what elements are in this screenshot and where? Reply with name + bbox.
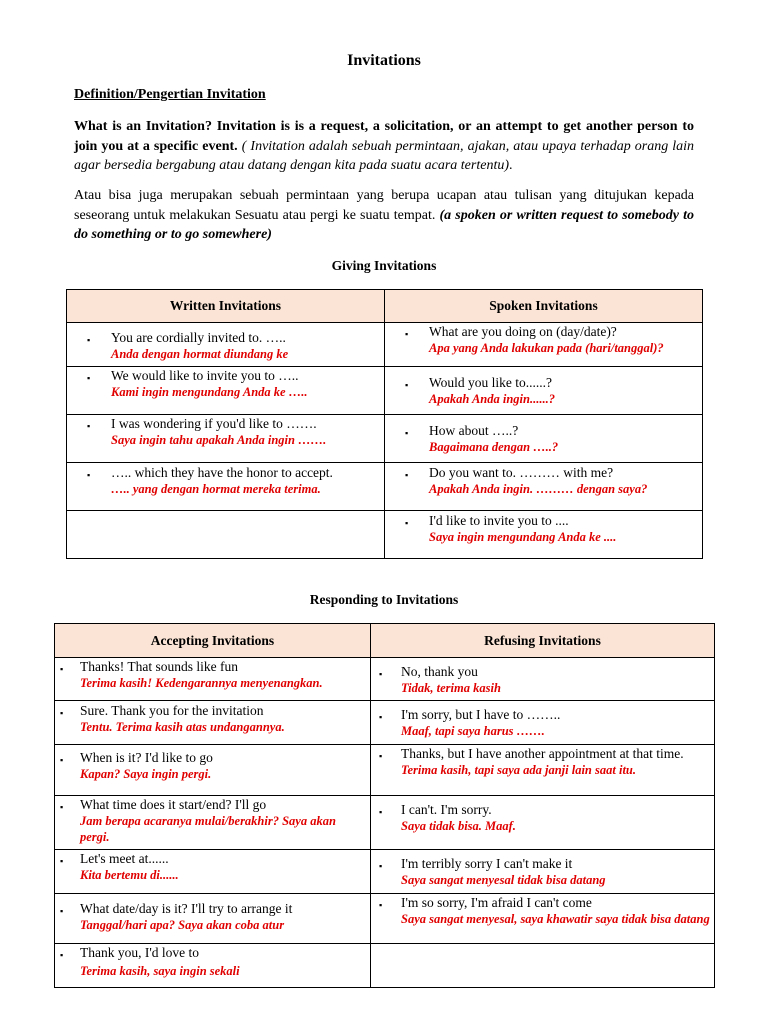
phrase-en: Would you like to......? — [429, 375, 553, 390]
phrase-en: I'm so sorry, I'm afraid I can't come — [401, 895, 592, 910]
table-cell — [67, 367, 385, 415]
phrase-translation: Terima kasih! Kedengarannya menyenangkan. — [80, 676, 323, 690]
phrase-translation: Maaf, tapi saya harus ……. — [401, 724, 545, 738]
phrase-translation: Saya ingin tahu apakah Anda ingin ……. — [111, 433, 327, 447]
paragraph-2-indonesian: Atau bisa juga merupakan sebuah permintaan yang berupa ucapan atau tulisan yang ditujukan kepada seseorang untuk melakukan Sesuatu atau pergi ke suatu tempat. — [74, 188, 694, 223]
bullet-icon: ▪ — [405, 380, 409, 390]
phrase-en: I'm terribly sorry I can't make it — [401, 856, 573, 871]
header-spoken-invitations: Spoken Invitations — [385, 290, 703, 323]
table-cell — [371, 701, 715, 745]
responding-section-title: Responding to Invitations — [309, 592, 459, 607]
phrase-en: What date/day is it? I'll try to arrange it — [80, 901, 293, 916]
bullet-icon: ▪ — [60, 755, 64, 765]
bullet-icon: ▪ — [405, 428, 409, 438]
definition-translation: ( Invitation adalah sebuah permintaan, ajakan, atau upaya terhadap orang lain agar bersedia bergabung atau datang dengan kita pada suatu acara tertentu) — [74, 138, 695, 173]
phrase-translation: Apakah Anda ingin. ……… dengan saya? — [429, 482, 648, 496]
phrase-translation: Terima kasih, saya ingin sekali — [80, 964, 240, 978]
phrase-translation: Apa yang Anda lakukan pada (hari/tanggal)? — [429, 341, 664, 355]
phrase-en: Sure. Thank you for the invitation — [80, 703, 264, 718]
phrase-en: Do you want to. ……… with me? — [429, 465, 614, 480]
table-cell-empty — [67, 511, 385, 559]
table-cell — [385, 511, 703, 559]
bullet-icon: ▪ — [87, 421, 91, 431]
bullet-icon: ▪ — [60, 856, 64, 866]
table-cell — [67, 415, 385, 463]
bullet-icon: ▪ — [379, 669, 383, 679]
phrase-en: Thanks! That sounds like fun — [80, 659, 238, 674]
bullet-icon: ▪ — [405, 470, 409, 480]
phrase-en: We would like to invite you to ….. — [111, 368, 299, 383]
table-cell — [67, 463, 385, 511]
bullet-icon: ▪ — [87, 373, 91, 383]
table-cell — [371, 894, 715, 944]
table-cell — [55, 658, 371, 701]
giving-invitations-table — [66, 289, 703, 559]
table-cell — [371, 658, 715, 701]
table-cell — [55, 701, 371, 745]
phrase-en: ….. which they have the honor to accept. — [111, 465, 333, 480]
phrase-en: You are cordially invited to. ….. — [111, 330, 286, 345]
phrase-en: Thanks, but I have another appointment at that time. — [401, 746, 684, 761]
phrase-translation: Jam berapa acaranya mulai/berakhir? Saya akan pergi. — [80, 814, 336, 844]
bullet-icon: ▪ — [60, 906, 64, 916]
phrase-en: I can't. I'm sorry. — [401, 802, 492, 817]
phrase-translation: Tanggal/hari apa? Saya akan coba atur — [80, 918, 285, 932]
phrase-en: Thank you, I'd love to — [80, 945, 200, 960]
table-cell-empty — [371, 944, 715, 988]
phrase-translation: Kapan? Saya ingin pergi. — [80, 767, 212, 781]
definition-period: . — [509, 158, 513, 173]
bullet-icon: ▪ — [87, 470, 91, 480]
phrase-en: Let's meet at...... — [80, 851, 169, 866]
paragraph-2-english: (a spoken or written request to somebody to do something or to go somewhere) — [74, 207, 694, 242]
definition-paragraph-2 — [74, 186, 694, 245]
table-cell — [55, 850, 371, 894]
header-written-invitations: Written Invitations — [67, 290, 385, 323]
table-cell — [385, 367, 703, 415]
bullet-icon: ▪ — [379, 900, 383, 910]
header-refusing-invitations: Refusing Invitations — [371, 624, 715, 658]
phrase-en: I'm sorry, but I have to …….. — [401, 707, 561, 722]
bullet-icon: ▪ — [405, 329, 409, 339]
phrase-translation: ….. yang dengan hormat mereka terima. — [111, 482, 321, 496]
phrase-en: How about …..? — [429, 423, 519, 438]
table-cell — [385, 415, 703, 463]
bullet-icon: ▪ — [87, 335, 91, 345]
phrase-translation: Bagaimana dengan …..? — [429, 440, 559, 454]
table-cell — [55, 745, 371, 796]
table-cell — [67, 323, 385, 367]
giving-section-title: Giving Invitations — [331, 258, 437, 273]
table-cell — [371, 850, 715, 894]
bullet-icon: ▪ — [379, 861, 383, 871]
phrase-translation: Saya sangat menyesal tidak bisa datang — [401, 873, 606, 887]
bullet-icon: ▪ — [60, 950, 64, 960]
phrase-translation: Tidak, terima kasih — [401, 681, 501, 695]
bullet-icon: ▪ — [60, 802, 64, 812]
responding-invitations-table — [54, 623, 715, 988]
phrase-translation: Kita bertemu di...... — [80, 868, 179, 882]
header-accepting-invitations: Accepting Invitations — [55, 624, 371, 658]
definition-heading: Definition/Pengertian Invitation — [74, 87, 266, 102]
phrase-translation: Terima kasih, tapi saya ada janji lain saat itu. — [401, 763, 636, 777]
phrase-en: I'd like to invite you to .... — [429, 513, 569, 528]
definition-question: What is an Invitation? Invitation is is a request, a solicitation, or an attempt to get another person to join you at a specific event. — [74, 119, 694, 154]
phrase-en: No, thank you — [401, 664, 478, 679]
phrase-translation: Saya tidak bisa. Maaf. — [401, 819, 516, 833]
page-title: Invitations — [347, 52, 421, 69]
table-cell — [385, 463, 703, 511]
table-cell — [385, 323, 703, 367]
phrase-translation: Anda dengan hormat diundang ke — [111, 347, 289, 361]
table-cell — [55, 796, 371, 850]
phrase-en: When is it? I'd like to go — [80, 750, 213, 765]
bullet-icon: ▪ — [379, 807, 383, 817]
phrase-translation: Tentu. Terima kasih atas undangannya. — [80, 720, 285, 734]
bullet-icon: ▪ — [60, 664, 64, 674]
phrase-en: What are you doing on (day/date)? — [429, 324, 617, 339]
bullet-icon: ▪ — [379, 751, 383, 761]
table-cell — [55, 944, 371, 988]
bullet-icon: ▪ — [60, 708, 64, 718]
bullet-icon: ▪ — [379, 712, 383, 722]
phrase-translation: Saya ingin mengundang Anda ke .... — [429, 530, 617, 544]
definition-paragraph — [74, 117, 694, 176]
table-cell — [55, 894, 371, 944]
phrase-translation: Kami ingin mengundang Anda ke ….. — [111, 385, 308, 399]
table-cell — [371, 745, 715, 796]
phrase-translation: Apakah Anda ingin......? — [429, 392, 555, 406]
phrase-en: I was wondering if you'd like to ……. — [111, 416, 317, 431]
table-cell — [371, 796, 715, 850]
phrase-translation: Saya sangat menyesal, saya khawatir saya tidak bisa datang — [401, 912, 710, 926]
phrase-en: What time does it start/end? I'll go — [80, 797, 267, 812]
bullet-icon: ▪ — [405, 518, 409, 528]
